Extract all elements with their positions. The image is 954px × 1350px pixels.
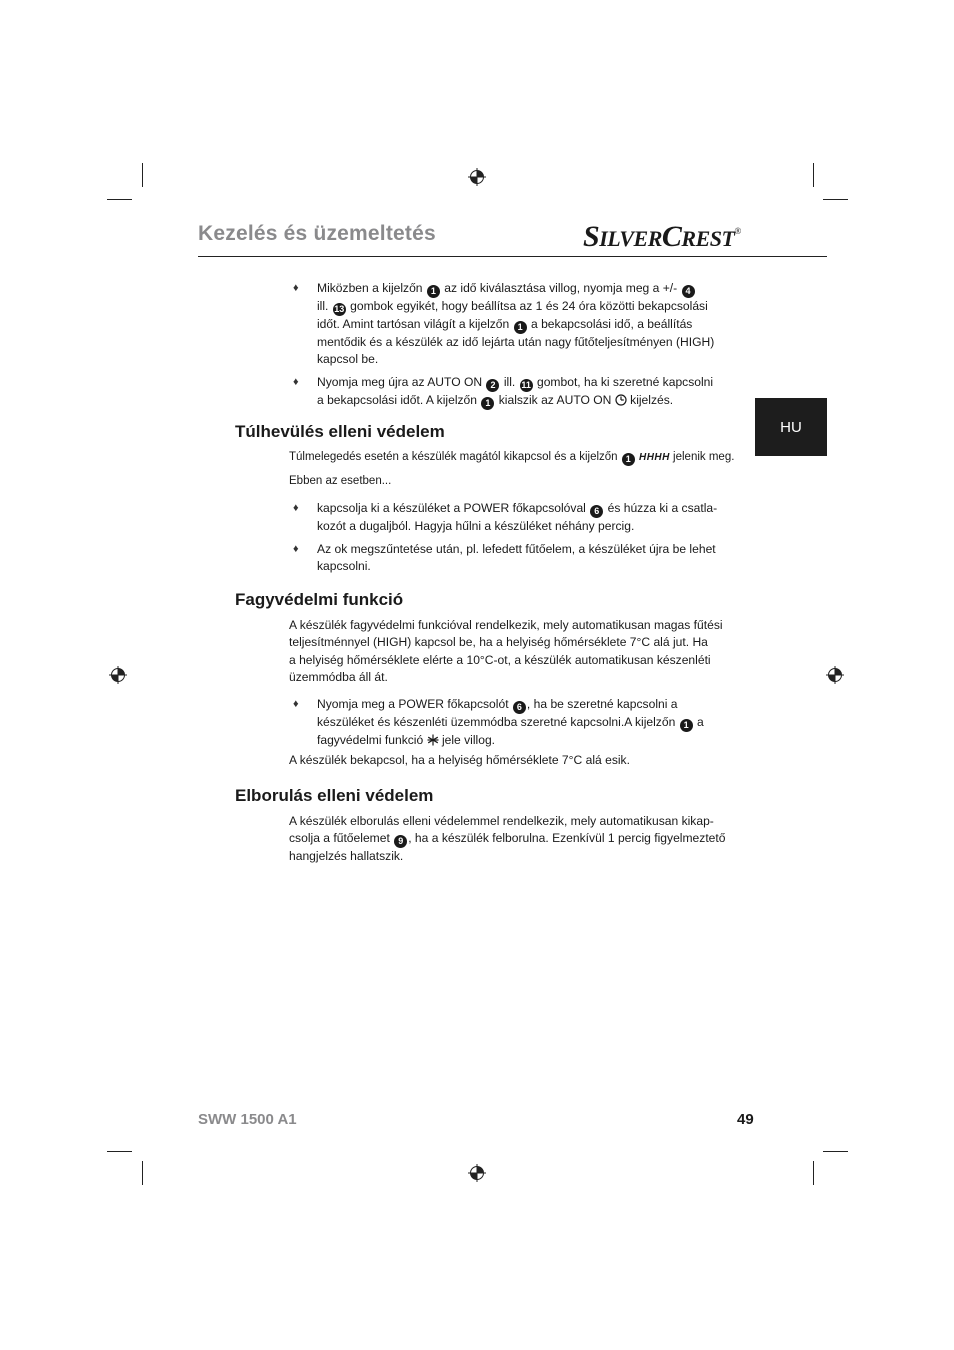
ref-number-icon: 9 (394, 835, 407, 848)
overheat-paragraph: Túlmelegedés esetén a készülék magától kikapcsol és a kijelzőn 1 HHHH jelenik meg. (289, 451, 735, 464)
bullet-icon: ♦ (293, 376, 299, 388)
registration-mark-icon (468, 168, 486, 186)
ref-number-icon: 4 (682, 285, 695, 298)
crop-mark (813, 1161, 814, 1185)
intro-bullet-1: Miközben a kijelzőn 1 az idő kiválasztása villog, nyomja meg a +/- 4 ill. 13 gombok egyikét, hogy beállítsa az 1 és 24 óra közötti bekapcsolási időt. Amint tartósan világít a kijelzőn 1 a bekapcsolási idő, a beállítás mentődik és a készülék az idő lejárta után nagy fűtőteljesítményen (HIGH) kapcsol be. (317, 281, 715, 367)
registration-mark-icon (109, 666, 127, 684)
ref-number-icon: 1 (680, 719, 693, 732)
language-tab: HU (755, 398, 827, 456)
frost-paragraph-2: A készülék bekapcsol, ha a helyiség hőmérséklete 7°C alá esik. (289, 753, 630, 767)
section-heading-frost: Fagyvédelmi funkció (235, 590, 404, 609)
page-number: 49 (737, 1111, 754, 1128)
overheat-bullet-1: kapcsolja ki a készüléket a POWER főkapcsolóval 6 és húzza ki a csatla- kozót a dugaljból. Hagyja hűlni a készüléket néhány percig. (317, 501, 718, 533)
ref-number-icon: 11 (521, 380, 531, 390)
overheat-paragraph-2: Ebben az esetben... (289, 475, 392, 487)
crop-mark (823, 1151, 848, 1152)
page-title: Kezelés és üzemeltetés (198, 222, 436, 245)
frost-paragraph: A készülék fagyvédelmi funkcióval rendelkezik, mely automatikusan magas fűtési teljesítménnyel (HIGH) kapcsol be, ha a helyiség hőmérséklete 7°C alá jut. Ha a helyiség hőmérséklete elérte a 10°C-ot, a készülék automatikusan készenléti üzemmódba áll át. (289, 618, 723, 685)
bullet-icon: ♦ (293, 698, 299, 710)
bullet-icon: ♦ (293, 282, 299, 294)
crop-mark (823, 199, 848, 200)
ref-number-icon: 6 (590, 505, 603, 518)
overheat-code: HHHH (638, 452, 670, 463)
ref-number-icon: 1 (481, 397, 494, 410)
intro-bullet-2: Nyomja meg újra az AUTO ON 2 ill. 11 gombot, ha ki szeretné kapcsolni a bekapcsolási időt. A kijelzőn 1 kialszik az AUTO ON kijelzés. (317, 375, 714, 408)
snowflake-icon (427, 734, 439, 746)
crop-mark (107, 1151, 132, 1152)
section-heading-tipover: Elborulás elleni védelem (235, 786, 434, 805)
tipover-paragraph: A készülék elborulás elleni védelemmel rendelkezik, mely automatikusan kikap- csolja a fűtőelemet 9 , ha a készülék felborulna. Ezenkívül 1 percig figyelmeztető hangjelzés hallatszik. (289, 814, 726, 864)
ref-number-icon: 13 (334, 304, 345, 314)
ref-number-icon: 2 (486, 379, 499, 392)
ref-number-icon: 1 (622, 453, 635, 466)
ref-number-icon: 6 (513, 701, 526, 714)
crop-mark (813, 163, 814, 187)
crop-mark (107, 199, 132, 200)
registration-mark-icon (468, 1164, 486, 1182)
brand-logo: SILVERCREST® (583, 220, 741, 253)
bullet-icon: ♦ (293, 502, 299, 514)
ref-number-icon: 1 (427, 285, 440, 298)
clock-icon (615, 394, 627, 406)
model-number: SWW 1500 A1 (198, 1111, 297, 1128)
crop-mark (142, 1161, 143, 1185)
ref-number-icon: 1 (514, 321, 527, 334)
header-rule (198, 256, 827, 257)
registration-mark-icon (826, 666, 844, 684)
frost-bullet-1: Nyomja meg a POWER főkapcsolót 6 , ha be szeretné kapcsolni a készüléket és készenléti üzemmódba szeretné kapcsolni.A kijelzőn 1 a fagyvédelmi funkció jele villog. (317, 697, 704, 747)
bullet-icon: ♦ (293, 543, 299, 555)
overheat-bullet-2: Az ok megszűntetése után, pl. lefedett fűtőelem, a készüléket újra be lehet kapcsolni. (317, 542, 716, 574)
section-heading-overheat: Túlhevülés elleni védelem (235, 422, 445, 441)
crop-mark (142, 163, 143, 187)
